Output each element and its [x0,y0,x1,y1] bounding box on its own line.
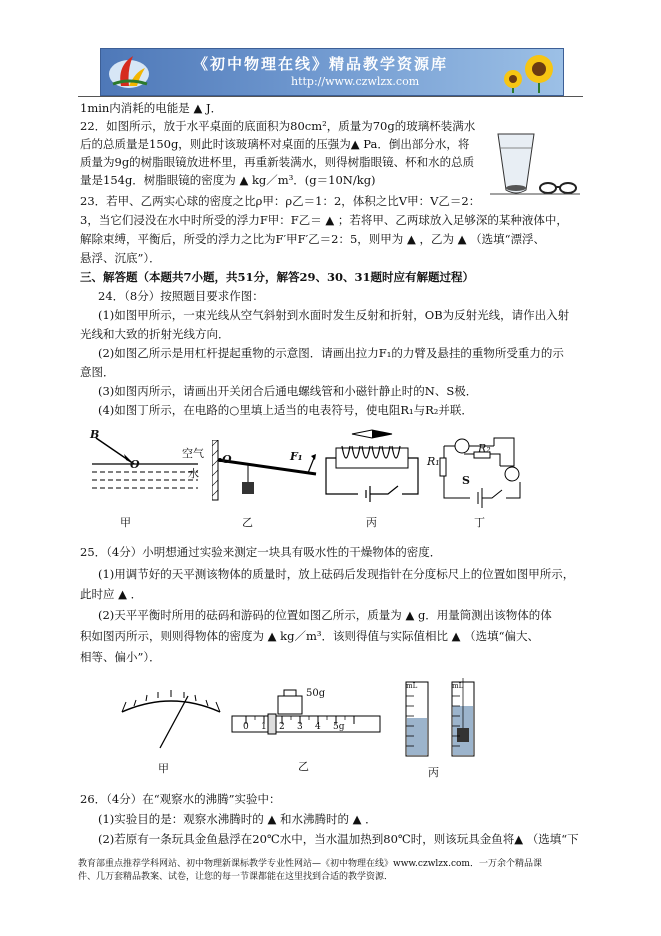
fig24-label-b: B [90,428,100,441]
banner-url[interactable]: http://www.czwlzx.com [291,75,420,88]
text-line: (2)天平平衡时所用的砝码和游码的位置如图乙所示，质量为 ▲ g．用量筒测出该物体的体 [98,608,552,622]
fig24-label-r1: R₁ [427,455,440,468]
text-line: 悬浮、沉底”）． [80,251,161,265]
text-line: 质量为9g的树脂眼镜放进杯里，再重新装满水，则得树脂眼镜、杯和水的总质 [80,155,475,169]
fig24-caption-bing: 丙 [366,516,377,529]
site-logo-icon [107,52,151,92]
fig24-label-r2: R₂ [478,442,491,455]
fig24-label-force: F₁ [290,450,303,463]
footer-line: 教育部重点推荐学科网站、初中物理新课标教学专业性网站—《初中物理在线》www.czwlzx.com．一万余个精品课 [78,859,542,869]
text-line: 意图． [80,365,115,379]
text-line: 解除束缚，平衡后，所受的浮力之比为F′甲F′乙＝2：5，则甲为 ▲ ，乙为 ▲ （选填“漂浮、 [80,232,545,246]
text-line: (1)实验目的是：观察水沸腾时的 ▲ 和水沸腾时的 ▲ ． [98,812,377,826]
fig24-label-air: 空气 [182,447,204,460]
text-line: 相等、偏小”）． [80,650,161,664]
fig25-tick-3: 3 [297,722,303,732]
header-rule [78,96,583,97]
fig24-label-s: S [462,474,470,487]
fig25-tick-4: 4 [315,722,321,732]
fig25-weight-label: 50g [306,688,326,699]
text-line: 1min内消耗的电能是 ▲ J． [80,101,223,115]
glass-and-glasses-figure [490,130,580,198]
fig24-caption-jia: 甲 [120,516,131,529]
banner-title: 《初中物理在线》精品教学资源库 [193,55,449,73]
fig25-unit-left: mL [406,682,418,690]
fig25-tick-0: 0 [243,722,249,732]
fig25-caption-bing: 丙 [428,766,439,779]
fig24-bing-solenoid-diagram [322,428,422,506]
fig24-ding-circuit-diagram [424,428,532,508]
fig25-caption-yi: 乙 [298,760,309,773]
text-line: (3)如图丙所示，请画出开关闭合后通电螺线管和小磁针静止时的N、S极． [98,384,478,398]
fig24-caption-yi: 乙 [242,516,253,529]
fig24-label-o: O [130,458,140,471]
text-line: 3，当它们浸没在水中时所受的浮力F甲：F乙＝ ▲ ；若将甲、乙两球放入足够深的某种液体中， [80,213,568,227]
text-line: (1)如图甲所示，一束光线从空气斜射到水面时发生反射和折射，OB为反射光线，请作出入射 [98,308,570,322]
fig24-yi-lever-diagram [212,440,322,510]
fig24-label-pivot: O [222,453,232,466]
text-line: 24．（8分）按照题目要求作图： [98,289,264,303]
fig25-caption-jia: 甲 [158,762,169,775]
footer-line: 件、几万套精品教案、试卷，让您的每一节课都能在这里找到合适的教学资源． [78,872,394,882]
fig25-unit-right: mL [452,682,464,690]
fig25-jia-pointer-scale [116,690,226,750]
fig25-tick-1: 1 [261,722,267,732]
text-line: 22．如图所示，放于水平桌面的底面积为80cm²，质量为70g的玻璃杯装满水 [80,119,476,133]
text-line: 26．（4分）在“观察水的沸腾”实验中： [80,792,281,806]
header-banner [100,48,564,96]
text-line: 光线和大致的折射光线方向． [80,327,230,341]
fig25-tick-2: 2 [279,722,285,732]
text-line: 此时应 ▲ ． [80,587,143,601]
text-line: 积如图丙所示，则则得物体的密度为 ▲ kg／m³．该则得值与实际值相比 ▲ （选填“偏大、 [80,629,540,643]
text-line: (1)用调节好的天平测该物体的质量时，放上砝码后发现指针在分度标尺上的位置如图甲所示， [98,567,575,581]
text-line: (4)如图丁所示，在电路的○里填上适当的电表符号，使电阻R₁与R₂并联． [98,403,473,417]
text-line: 后的总质量是150g，则此时该玻璃杯对桌面的压强为▲ Pa．倒出部分水，将 [80,137,470,151]
text-line: (2)若原有一条玩具金鱼悬浮在20℃水中，当水温加热到80℃时，则该玩具金鱼将▲ （选填“下 [98,832,579,846]
text-line: (2)如图乙所示是用杠杆提起重物的示意图．请画出拉力F₁的力臂及悬挂的重物所受重力的示 [98,346,564,360]
section-heading: 三、解答题（本题共7小题，共51分，解答29、30、31题时应有解题过程） [80,270,475,284]
fig24-label-water: 水 [188,467,199,480]
fig25-tick-5: 5g [333,722,345,732]
sunflower-icon [497,51,557,93]
text-line: 量是154g．树脂眼镜的密度为 ▲ kg／m³．(g＝10N/kg) [80,173,376,187]
fig24-caption-ding: 丁 [474,516,485,529]
text-line: 25．（4分）小明想通过实验来测定一块具有吸水性的干燥物体的密度． [80,545,442,559]
text-line: 23．若甲、乙两实心球的密度之比ρ甲：ρ乙＝1：2，体积之比V甲：V乙＝2： [80,194,481,208]
